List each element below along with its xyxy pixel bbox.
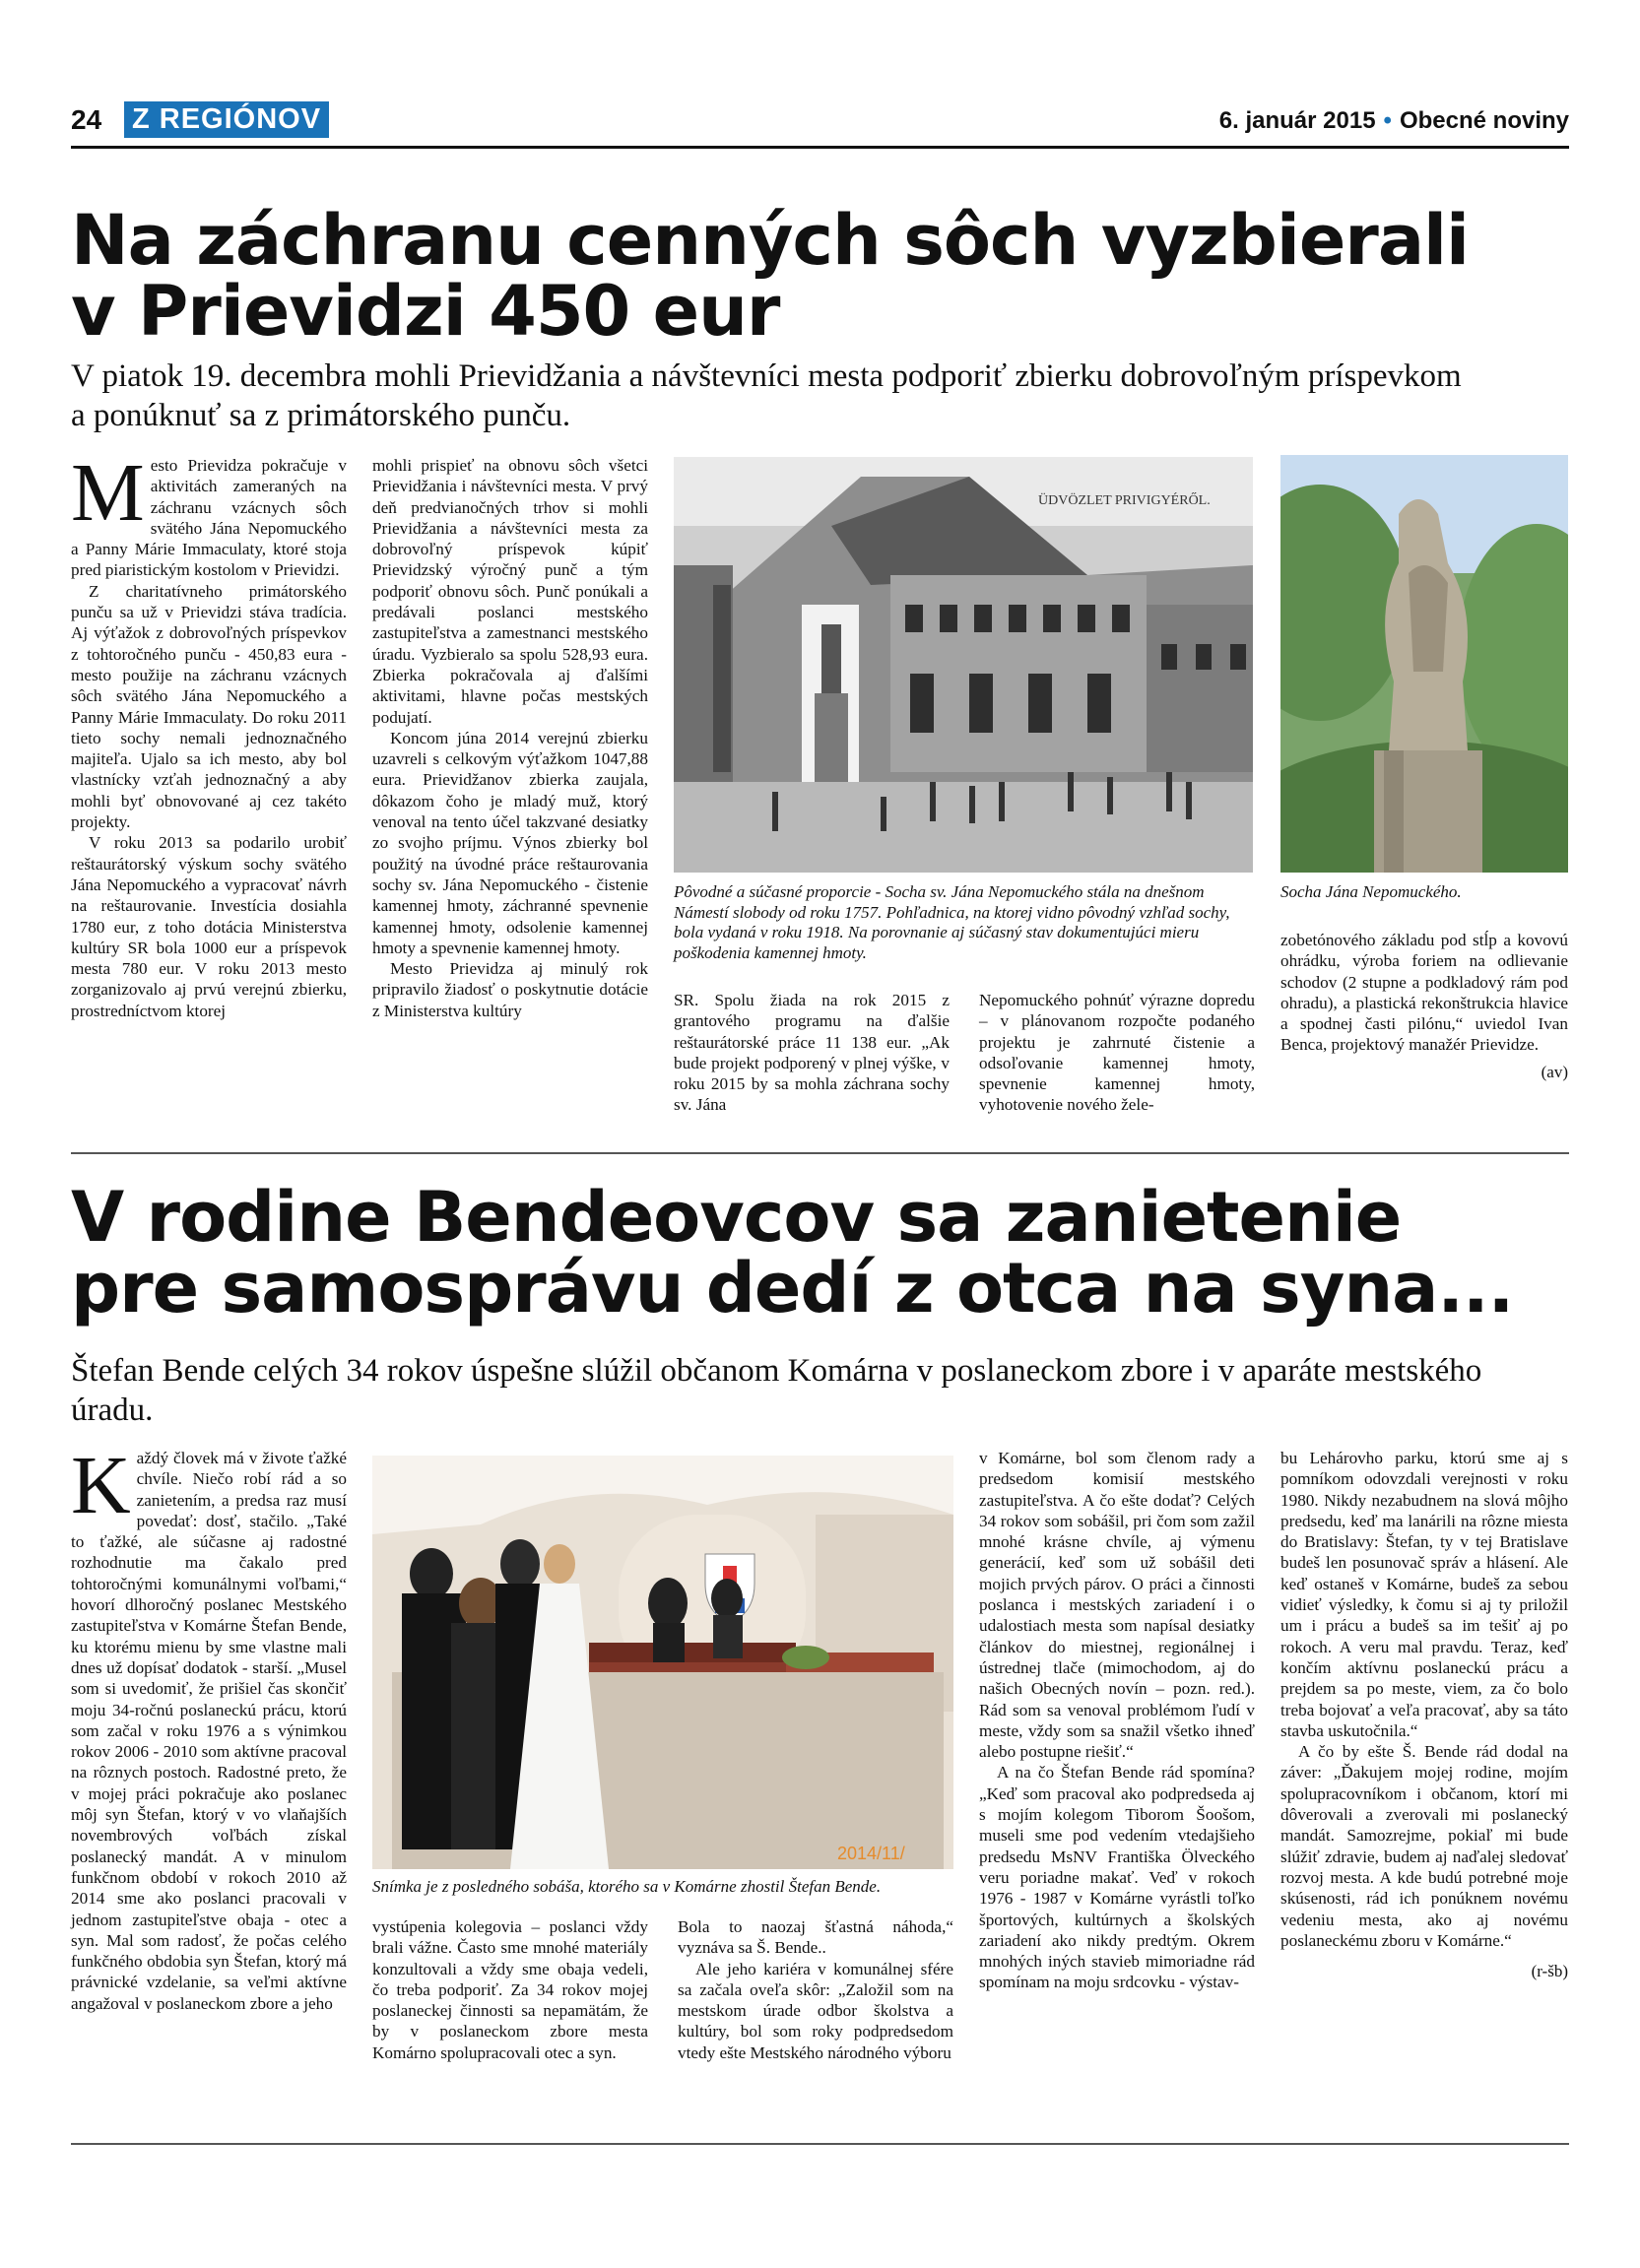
publication-name: Obecné noviny	[1399, 107, 1569, 134]
article2-headline-line1: V rodine Bendeovcov sa zanietenie	[71, 1177, 1402, 1258]
article1-col1-p1: esto Prievidza pokračuje v aktivitách zameraných na záchranu vzácnych sôch svätého Jána Nepomuckého a Panny Márie Immaculaty, ktoré stoja pred piaristickým kostolom v Prievidzi.	[71, 456, 347, 580]
article2-headline	[71, 1177, 1578, 1328]
article2-column-4	[979, 1448, 1255, 1993]
separator-dot: •	[1383, 107, 1392, 134]
article1-column-2	[372, 455, 648, 1021]
section-label: Z REGIÓNOV	[124, 101, 329, 138]
article1-col1-p3: V roku 2013 sa podarilo urobiť reštaurátorský výskum sochy svätého Jána Nepomuckého a vypracovať návrh na reštaurovanie. Investícia dosiahla 1780 eur, z toho dotácia Ministerstva kultúry SR bola 1000 eur a príspevok mesta 780 eur. V roku 2013 mesto zorganizovalo aj prvú verejnú zbierku, prostredníctvom ktorej	[71, 833, 347, 1020]
article2-headline-line2: pre samosprávu dedí z otca na syna...	[71, 1248, 1514, 1328]
article2-lede-line2: úradu.	[71, 1393, 154, 1428]
article2-col3-p2: Ale jeho kariéra v komunálnej sfére sa začala oveľa skôr: „Založil som na mestskom úrade odbor školstva a kultúry, bol som roky podpredsedom vtedy ešte Mestského národného výboru	[678, 1959, 953, 2062]
article2-column-3	[678, 1916, 953, 2063]
article1-lede-line1: V piatok 19. decembra mohli Prievidžania a návštevníci mesta podporiť zbierku dobrovoľným príspevkom	[71, 358, 1462, 394]
article2-col5-p2: A čo by ešte Š. Bende rád dodal na záver: „Ďakujem mojej rodine, mojím spolupracovníkom i občanom, ktorí mi dôverovali a zverovali mi poslanecký mandát. Samozrejme, pokiaľ mi bude slúžiť zdravie, budem aj naďalej sledovať rozvoj mesta. A kde budú potrebné moje skúsenosti, rád ich ponúknem novému vedeniu mesta, ako aj novému poslaneckému zboru v Komárne.“	[1280, 1742, 1568, 1950]
article2-col5-p1: bu Lehárovho parku, ktorú sme aj s pomníkom odovzdali verejnosti v roku 1980. Nikdy nezabudnem na slová môjho predsedu, keď ma lanárili na rôzne miesta do Bratislavy: Štefan, ty v tej Bratislave budeš len posunovač správ a hlásení. Ale keď ostaneš v Komárne, budeš za sebou vidieť výsledky, k čomu si aj ty priložil um i prácu a budeš sa im tešiť aj po rokoch. A veru mal pravdu. Teraz, keď končím aktívnu poslaneckú prácu a prejdem sa po meste, viem, za čo bolo treba bojovať a veľa pracovať, aby sa táto stavba uskutočnila.“	[1280, 1449, 1568, 1740]
wedding-photo	[372, 1456, 953, 1869]
article2-dropcap: K	[71, 1440, 131, 1531]
article1-col5-p1: zobetónového základu pod stĺp a kovovú ohrádku, výroba foriem na odlievanie schodov (2 stupne a podkladový rám pod ohradu), a plastická rekonštrukcia hlavice a spodnej časti pilónu,“ uviedol Ivan Benca, projektový manažér Prievidze.	[1280, 931, 1568, 1055]
article1-column-3	[674, 990, 950, 1116]
article2-col2-p1: vystúpenia kolegovia – poslanci vždy brali vážne. Často sme mnohé materiály konzultovali a vždy sme obaja vedeli, čo treba podporiť. Za 34 rokov mojej poslaneckej činnosti sa nepamätám, že by v poslaneckom zbore mesta Komárno spolupracovali otec a syn.	[372, 1917, 648, 2062]
article2-column-1	[71, 1440, 347, 2014]
statue-photo	[1280, 455, 1568, 873]
article1-lede-line2: a ponúknuť sa z primátorského punču.	[71, 398, 571, 433]
postcard-caption: Pôvodné a súčasné proporcie - Socha sv. Jána Nepomuckého stála na dnešnom Námestí slobody od roku 1757. Pohľadnica, na ktorej vidno pôvodný vzhľad sochy, bola vydaná v roku 1918. Na porovnanie aj súčasný stav dokumentujúci mieru poškodenia kamennej hmoty.	[674, 882, 1230, 962]
header-rule	[71, 146, 1569, 149]
postcard-photo	[674, 457, 1253, 873]
masthead-info	[1219, 107, 1569, 135]
article1-column-1	[71, 447, 347, 1021]
article2-col3-p1: Bola to naozaj šťastná náhoda,“ vyznáva sa Š. Bende..	[678, 1917, 953, 1958]
article1-col2-p2: Koncom júna 2014 verejnú zbierku uzavreli s celkovým výťažkom 1047,88 eura. Prievidžanov zbierka zaujala, dôkazom čoho je mladý muž, ktorý venoval na tento účel takzvané desiatky zo svojho príjmu. Výnos zbierky bol použitý na úvodné práce reštaurovania sochy sv. Jána Nepomuckého - čistenie kamennej hmoty, záchranné spevnenie kamennej hmoty, odsolenie kamennej hmoty a spevnenie kamennej hmoty.	[372, 728, 648, 957]
article2-lede-line1: Štefan Bende celých 34 rokov úspešne slúžil občanom Komárna v poslaneckom zbore i v aparáte mestského	[71, 1353, 1482, 1389]
article1-column-5	[1280, 930, 1568, 1082]
postcard-greeting: ÜDVÖZLET PRIVIGYÉRŐL.	[1038, 493, 1211, 508]
article1-col4-p1: Nepomuckého pohnúť výrazne dopredu – v plánovanom rozpočte podaného projektu je zahrnuté čistenie a odsoľovanie kamennej hmoty, spevnenie kamennej hmoty, vyhotovenie nového žele-	[979, 991, 1255, 1115]
article2-col4-p1: v Komárne, bol som členom rady a predsedom komisií mestského zastupiteľstva. A čo ešte dodať? Celých 34 rokov som sobášil, pri čom som zažil mnohé krásne chvíle, aj výmenu generácií, keď som už sobášil deti mojich prvých párov. O práci a činnosti poslanca i mestských zariadení i o udalostiach mesta som napísal desiatky článkov do miestnej, regionálnej i ústrednej tlače (mimochodom, aj do našich Obecných novín – pozn. red.). Rád som sa venoval problémom ľudí v meste, vždy som sa snažil všetko ihneď alebo postupne riešiť.“	[979, 1449, 1255, 1762]
article1-col2-p1: mohli prispieť na obnovu sôch všetci Prievidžania i návštevníci mesta. V prvý deň predvianočných trhov si mohli Prievidžania a návštevníci mesta za dobrovoľný príspevok kúpiť Prievidzský výročný punč a tým podporiť obnovu sôch. Punč ponúkali a predávali poslanci mestského zastupiteľstva a zamestnanci mestského úradu. Vyzbieralo sa spolu 528,93 eura. Zbierka pokračovala aj ďalšími aktivitami, hlavne počas mestských podujatí.	[372, 456, 648, 727]
statue-caption: Socha Jána Nepomuckého.	[1280, 882, 1462, 901]
article2-column-5	[1280, 1448, 1568, 1981]
article-divider	[71, 1152, 1569, 1154]
article2-col4-p2: A na čo Štefan Bende rád spomína? „Keď som pracoval ako podpredseda aj s mojím kolegom Tiborom Šoošom, museli sme pod vedením vtedajšieho predsedu MsNV Františka Ölveckého veru poriadne makať. Veď v rokoch 1976 - 1987 v Komárne vyrástli toľko športových, kultúrnych a školských zariadení ako nikdy predtým. Okrem mnohých iných stavieb mimoriadne rád spomínam na moju srdcovku - výstav-	[979, 1763, 1255, 1992]
article1-signature: (av)	[1541, 1062, 1568, 1081]
article1-col2-p3: Mesto Prievidza aj minulý rok pripravilo žiadosť o poskytnutie dotácie z Ministerstva kultúry	[372, 959, 648, 1020]
article1-dropcap: M	[71, 447, 145, 539]
article1-col1-p2: Z charitatívneho primátorského punču sa už v Prievidzi stáva tradícia. Aj výťažok z dobrovoľných príspevkov z tohtoročného punču - 450,83 eura - mesto použije na záchranu vzácnych sôch svätého Jána Nepomuckého a Panny Márie Immaculaty. Do roku 2011 tieto sochy nemali jednoznačného majiteľa. Ujalo sa ich mesto, aby bol vlastnícky vzťah jednoznačný a aby mohli byť obnovované aj cez takéto projekty.	[71, 581, 347, 832]
article1-column-4	[979, 990, 1255, 1116]
article1-col3-p1: SR. Spolu žiada na rok 2015 z grantového programu na ďalšie reštaurátorské práce 11 138 eur. „Ak bude projekt podporený v plnej výške, v roku 2015 by sa mohla záchrana sochy sv. Jána	[674, 991, 950, 1115]
article1-lede	[71, 356, 1578, 435]
article2-signature: (r-šb)	[1531, 1962, 1568, 1981]
wedding-caption: Snímka je z posledného sobáša, ktorého sa v Komárne zhostil Štefan Bende.	[372, 1877, 882, 1896]
article2-col1-p1: aždý človek má v živote ťažké chvíle. Niečo robí rád a so zanietením, a predsa raz musí povedať: dosť, stačilo. „Také to ťažké, ale súčasne aj radostné rozhodnutie ma čakalo pred tohtoročnými komunálnymi voľbami,“ hovorí dlhoročný poslanec Mestského zastupiteľstva v Komárne Štefan Bende, ku ktorému mienu by sme vlastne mali dnes už dopísať dodatok - starší. „Musel som si uvedomiť, že prišiel čas skončiť moju 34-ročnú poslaneckú prácu, ktorú som začal v roku 1976 a s výnimkou rokov 2006 - 2010 som aktívne pracoval na rôznych postoch. Radostné preto, že v mojej práci pokračuje ako poslanec môj syn Štefan, ktorý v vo vlaňajších novembrových voľbách získal poslanecký mandát. A v minulom funkčnom období v rokoch 2010 až 2014 sme ako poslanci pracovali v jednom zastupiteľstve obaja - otec a syn. Mal som radosť, že počas celého funkčného obdobia syn Štefan, ktorý má právnické vzdelanie, sa veľmi aktívne angažoval v poslaneckom zbore a jeho	[71, 1449, 347, 2013]
photo-date-stamp: 2014/11/	[837, 1844, 905, 1863]
article1-headline-line1: Na záchranu cenných sôch vyzbierali	[71, 200, 1470, 281]
page-number: 24	[71, 104, 102, 135]
article2-lede	[71, 1351, 1578, 1430]
footer-rule	[71, 2143, 1569, 2145]
article1-headline	[71, 200, 1578, 352]
article1-headline-line2: v Prievidzi 450 eur	[71, 271, 780, 352]
article2-column-2	[372, 1916, 648, 2063]
issue-date: 6. január 2015	[1218, 107, 1376, 134]
